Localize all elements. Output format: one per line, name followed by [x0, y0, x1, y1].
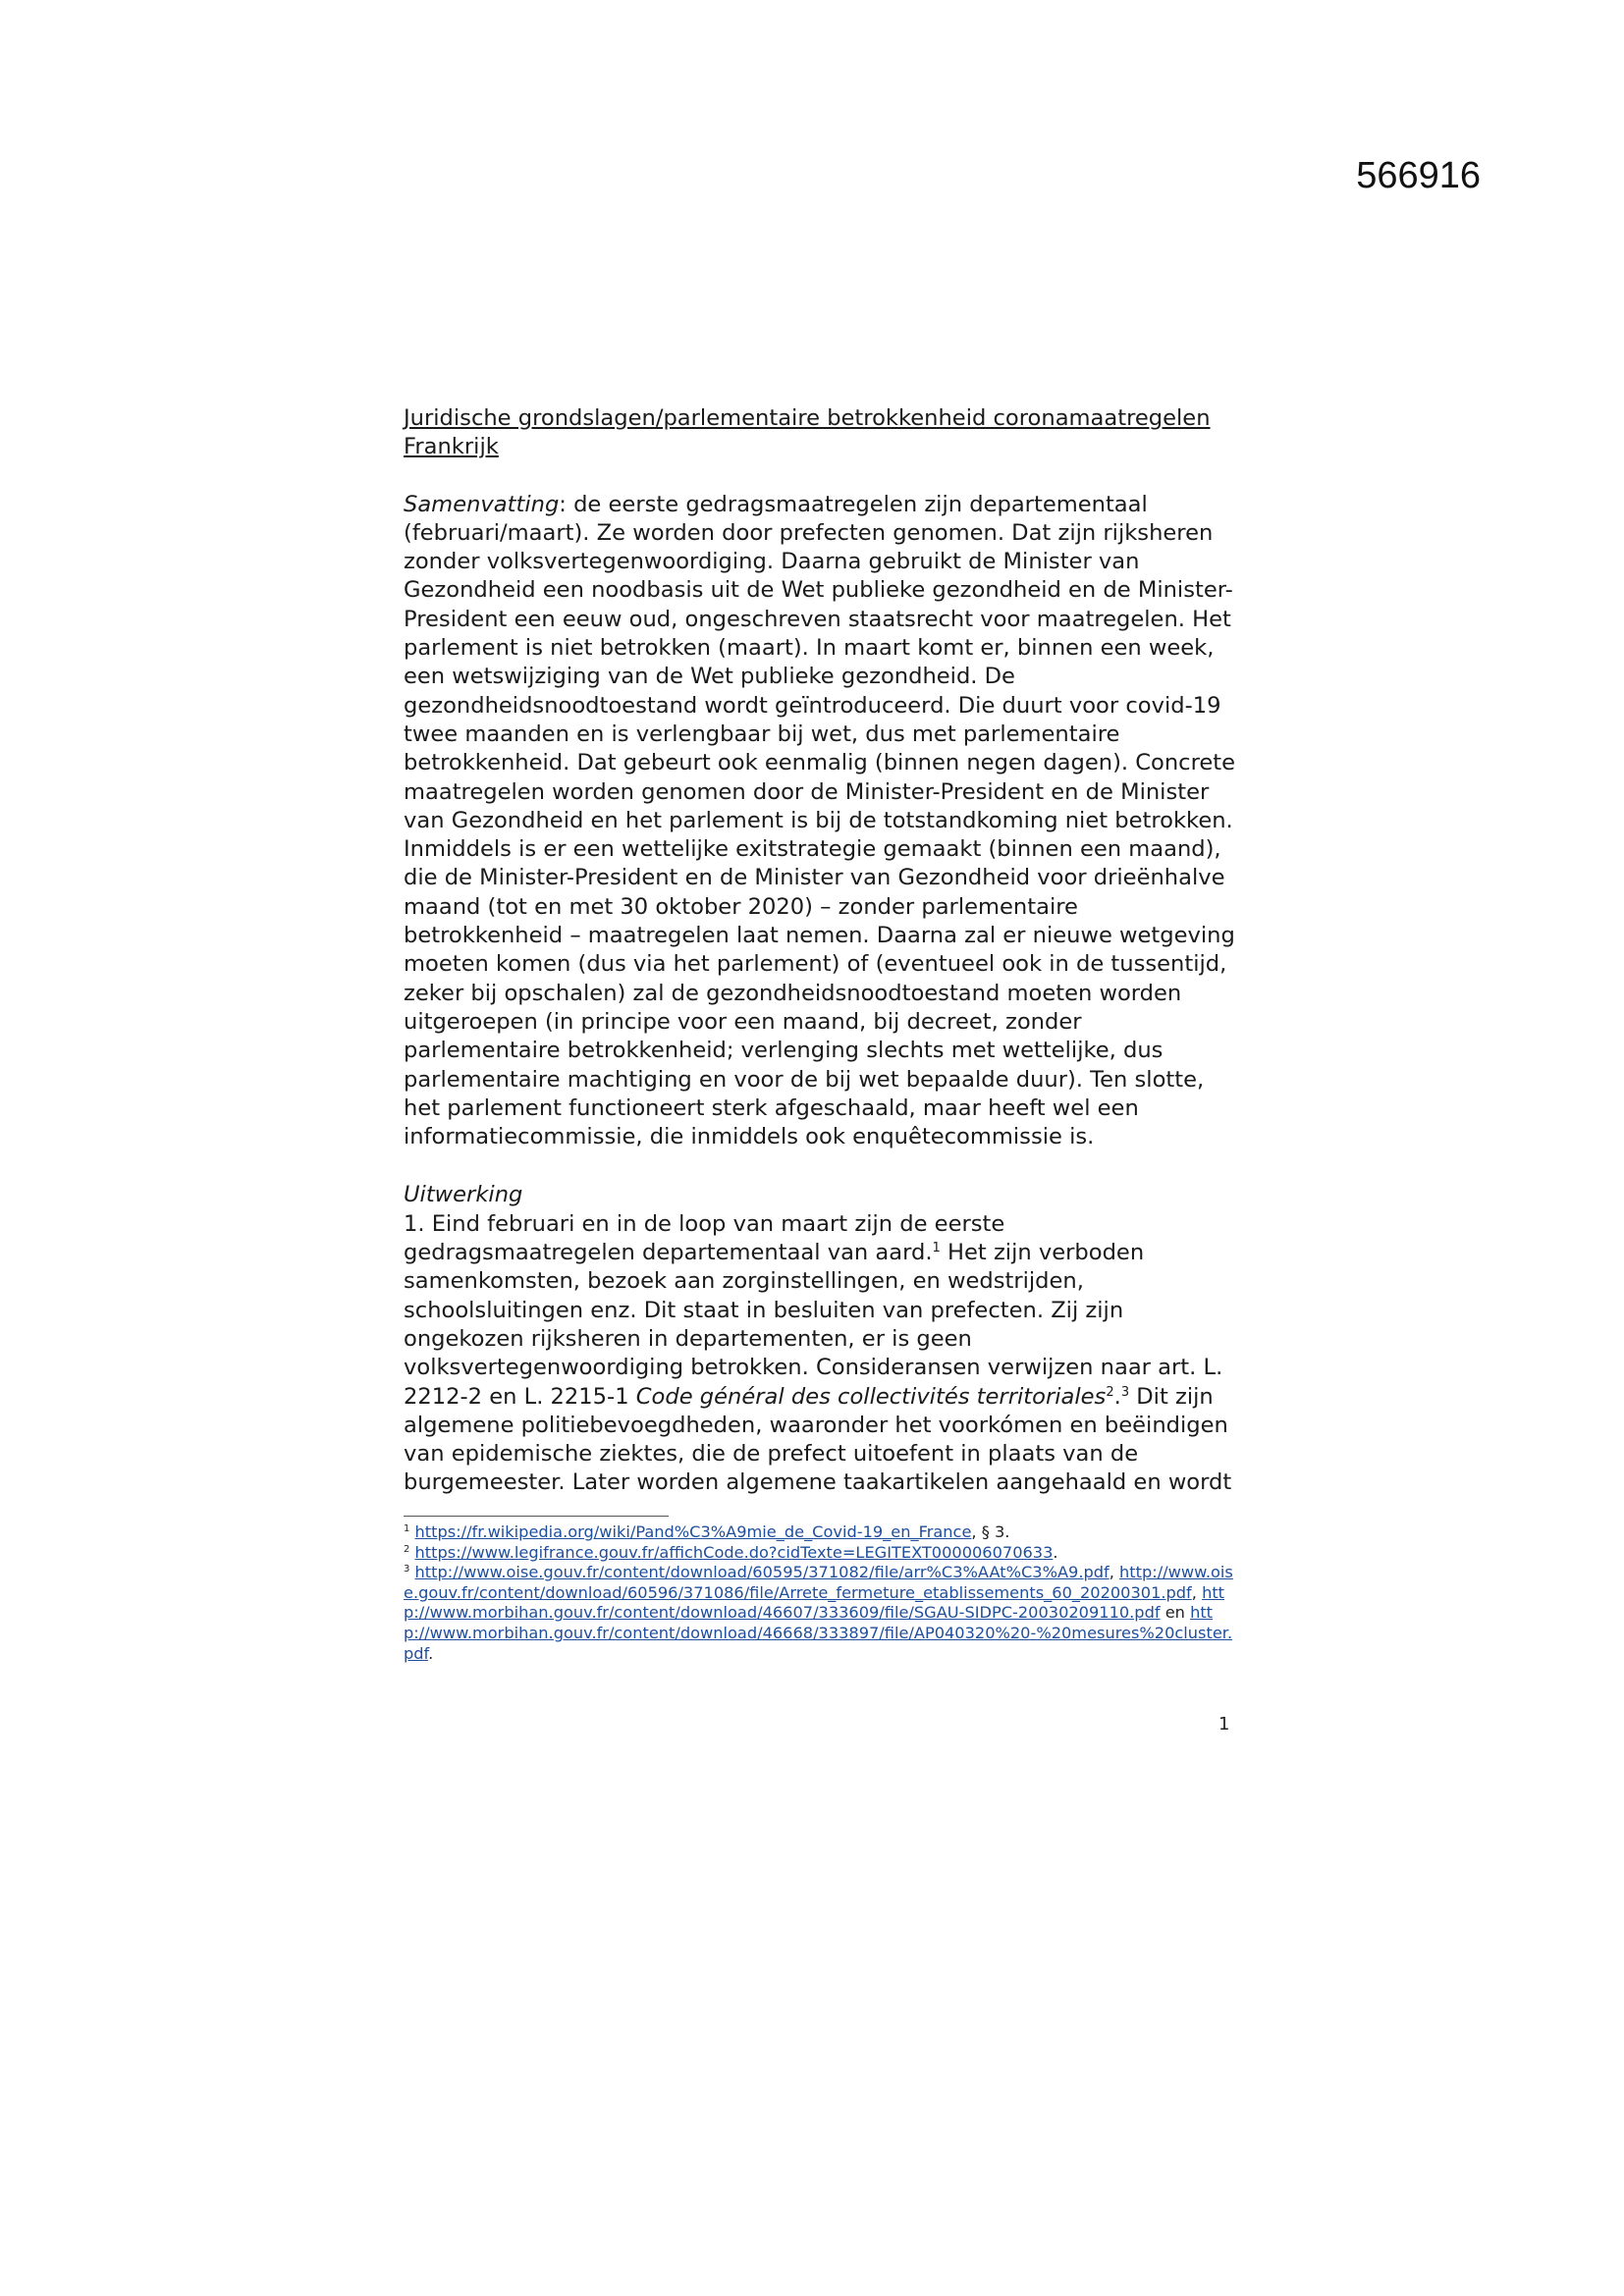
footnote-ref-3[interactable]: 3 — [1120, 1384, 1130, 1400]
footnote-1 — [404, 1522, 1238, 1543]
footnotes — [404, 1516, 1238, 1664]
page-title — [404, 404, 1238, 462]
footnote-separator: , — [1109, 1563, 1120, 1582]
footnote-separator: , — [1191, 1582, 1203, 1602]
footnote-3 — [404, 1563, 1238, 1664]
document-number: 566916 — [1356, 155, 1481, 196]
footnote-ref-1[interactable]: 1 — [932, 1241, 941, 1256]
footnote-text: . — [428, 1643, 434, 1663]
footnote-link[interactable]: https://www.legifrance.gouv.fr/affichCode.do?cidTexte=LEGITEXT000006070633 — [414, 1542, 1054, 1562]
section-heading-uitwerking: Uitwerking — [404, 1182, 523, 1208]
page-number: 1 — [1218, 1714, 1230, 1735]
elaboration-paragraph — [404, 1210, 1238, 1498]
footnote-link-c[interactable]: http://www.morbihan.gouv.fr/content/download/46607/333609/file/SGAU-SIDPC-20030209110.pdf — [404, 1582, 1225, 1623]
elaboration-text-1: 1. Eind februari en in de loop van maart zijn de eerste gedragsmaatregelen departementaal van aard. — [404, 1210, 1005, 1266]
footnote-number: 3 — [404, 1564, 410, 1575]
footnote-link-d[interactable]: http://www.morbihan.gouv.fr/content/download/46668/333897/file/AP040320%20-%20mesures%20cluster.pdf — [404, 1603, 1233, 1663]
title-line-1: Juridische grondslagen/parlementaire betrokkenheid coronamaatregelen — [404, 405, 1211, 431]
footnote-link-a[interactable]: http://www.oise.gouv.fr/content/download/60595/371082/file/arr%C3%AAt%C3%A9.pdf — [414, 1563, 1110, 1582]
footnote-number: 1 — [404, 1523, 410, 1534]
footnote-divider — [404, 1516, 669, 1517]
footnote-number: 2 — [404, 1543, 410, 1555]
footnote-separator: en — [1160, 1603, 1191, 1623]
summary-text: : de eerste gedragsmaatregelen zijn departementaal (februari/maart). Ze worden door prefecten genomen. Dat zijn rijksheren zonder volksvertegenwoordiging. Daarna gebruikt de Minister van Gezondheid een noodbasis uit de Wet publieke gezondheid en de Minister-President een eeuw oud, ongeschreven staatsrecht voor maatregelen. Het parlement is niet betrokken (maart). In maart komt er, binnen een week, een wetswijziging van de Wet publieke gezondheid. De gezondheidsnoodtoestand wordt geïntroduceerd. Die duurt voor covid-19 twee maanden en is verlengbaar bij wet, dus met parlementaire betrokkenheid. Dat gebeurt ook eenmalig (binnen negen dagen). Concrete maatregelen worden genomen door de Minister-President en de Minister van Gezondheid en het parlement is bij de totstandkoming niet betrokken. Inmiddels is er een wettelijke exitstrategie gemaakt (binnen een maand), die de Minister-President en de Minister van Gezondheid voor drieënhalve maand (tot en met 30 oktober 2020) – zonder parlementaire betrokkenheid – maatregelen laat nemen. Daarna zal er nieuwe wetgeving moeten komen (dus via het parlement) of (eventueel ook in de tussentijd, zeker bij opschalen) zal de gezondheidsnoodtoestand moeten worden uitgeroepen (in principe voor een maand, bij decreet, zonder parlementaire betrokkenheid; verlenging slechts met wettelijke, dus parlementaire machtiging en voor de bij wet bepaalde duur). Ten slotte, het parlement functioneert sterk afgeschaald, maar heeft wel een informatiecommissie, die inmiddels ook enquêtecommissie is. — [404, 491, 1236, 1150]
footnote-ref-2[interactable]: 2 — [1106, 1384, 1114, 1400]
summary-paragraph — [404, 491, 1238, 1152]
title-line-2: Frankrijk — [404, 434, 499, 460]
summary-label: Samenvatting — [404, 491, 560, 517]
footnote-text: , § 3. — [971, 1522, 1010, 1541]
footnote-link-b[interactable]: http://www.oise.gouv.fr/content/download/60596/371086/file/Arrete_fermeture_etablissements_60_20200301.pdf — [404, 1563, 1233, 1602]
elaboration-text-2: Het zijn verboden samenkomsten, bezoek aan zorginstellingen, en wedstrijden, schoolsluitingen enz. Dit staat in besluiten van prefecten. Zij zijn ongekozen rijksheren in departementen, er is geen volksvertegenwoordiging betrokken. Consideransen verwijzen naar art. L. 2212-2 en L. 2215-1 — [404, 1240, 1223, 1410]
elaboration-text-3: . — [1113, 1383, 1121, 1410]
code-title: Code général des collectivités territoriales — [635, 1383, 1107, 1410]
elaboration-text-4: Dit zijn algemene politiebevoegdheden, waaronder het voorkómen en beëindigen van epidemische ziektes, die de prefect uitoefent in plaats van de burgemeester. Later worden algemene taakartikelen aangehaald en wordt — [404, 1383, 1232, 1496]
footnote-link[interactable]: https://fr.wikipedia.org/wiki/Pand%C3%A9mie_de_Covid-19_en_France — [414, 1522, 972, 1541]
footnote-2 — [404, 1543, 1238, 1564]
footnote-text: . — [1053, 1542, 1058, 1562]
document-body — [404, 404, 1238, 1498]
